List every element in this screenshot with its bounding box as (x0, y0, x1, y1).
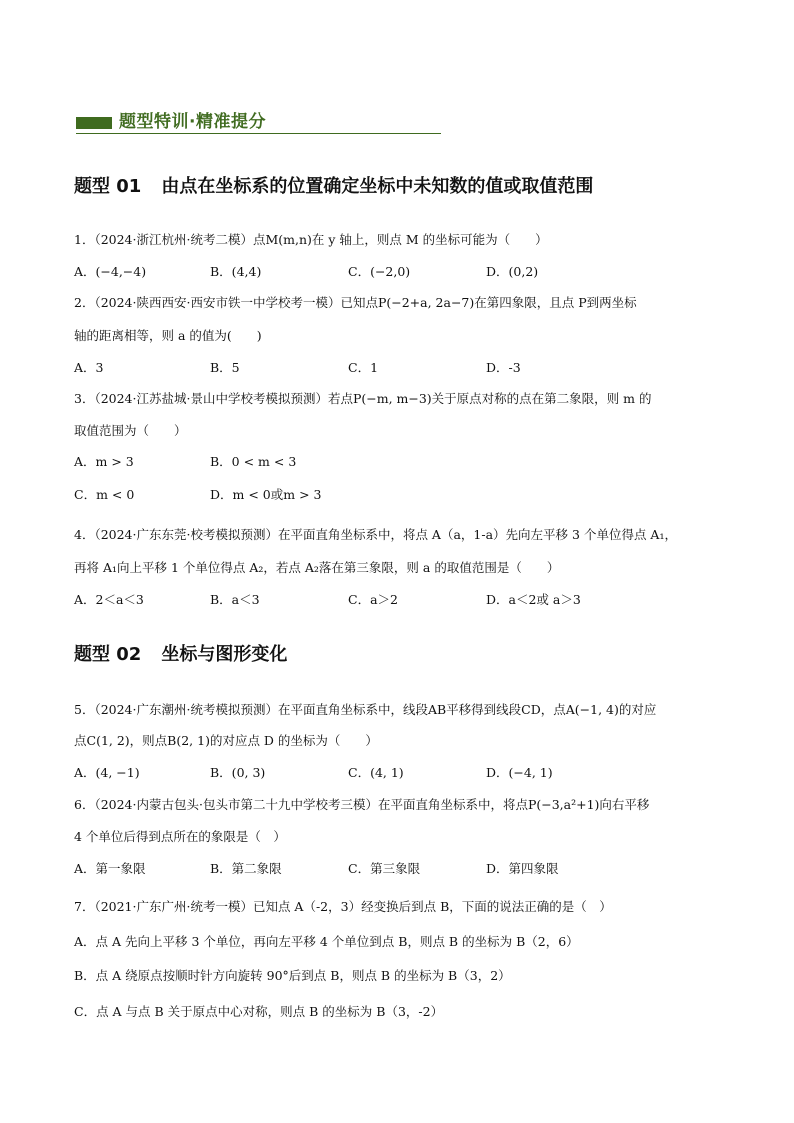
question-6-stem: 6．（2024·内蒙古包头·包头市第二十九中学校考三模）在平面直角坐标系中，将点P(−3,a²+1)向右平移 (74, 797, 650, 812)
section-title: 坐标与图形变化 (161, 644, 288, 665)
option-a: A．2＜a＜3 (74, 592, 144, 607)
option-b: B．(4,4) (210, 264, 262, 279)
option-a: A．(−4,−4) (74, 264, 147, 279)
option-c: C．(4, 1) (348, 765, 404, 780)
option-a: A．(4, −1) (74, 765, 140, 780)
banner-bar (76, 117, 112, 129)
option-c: C．(−2,0) (348, 264, 411, 279)
option-a: A．m > 3 (74, 454, 134, 469)
banner-rule (76, 133, 441, 134)
section-banner (76, 111, 441, 135)
option-d: D．-3 (486, 360, 521, 375)
option-b: B．a＜3 (210, 592, 260, 607)
question-3-stem: 3．（2024·江苏盐城·景山中学校考模拟预测）若点P(−m, m−3)关于原点对称的点在第二象限，则 m 的 (74, 391, 652, 406)
question-6-stem-cont: 4 个单位后得到点所在的象限是（ ） (74, 829, 286, 844)
section-heading-02 (74, 643, 287, 667)
option-c: C．a＞2 (348, 592, 398, 607)
banner-title: 题型特训·精准提分 (119, 112, 266, 132)
question-5-stem-cont: 点C(1, 2)，则点B(2, 1)的对应点 D 的坐标为（ ） (74, 733, 378, 748)
question-4-stem: 4．（2024·广东东莞·校考模拟预测）在平面直角坐标系中，将点 A（a，1-a）先向左平移 3 个单位得点 A₁， (74, 527, 677, 542)
option-b: B．5 (210, 360, 240, 375)
option-d: D．m < 0或m > 3 (210, 487, 322, 502)
option-c: C．1 (348, 360, 379, 375)
question-7-option-a: A．点 A 先向上平移 3 个单位，再向左平移 4 个单位到点 B，则点 B 的坐标为 B（2，6） (74, 934, 579, 949)
option-d: D．第四象限 (486, 861, 559, 876)
section-number: 题型 02 (74, 644, 142, 665)
question-1-stem: 1．（2024·浙江杭州·统考二模）点M(m,n)在 y 轴上，则点 M 的坐标可能为（ ） (74, 232, 548, 247)
option-d: D．(0,2) (486, 264, 539, 279)
question-2-stem: 2．（2024·陕西西安·西安市铁一中学校考一模）已知点P(−2+a, 2a−7)在第四象限，且点 P到两坐标 (74, 295, 637, 310)
option-b: B．0 < m < 3 (210, 454, 297, 469)
question-3-stem-cont: 取值范围为（ ） (74, 423, 187, 438)
section-heading-01 (74, 175, 593, 199)
option-b: B．(0, 3) (210, 765, 266, 780)
question-7-option-b: B．点 A 绕原点按顺时针方向旋转 90°后到点 B，则点 B 的坐标为 B（3，2） (74, 968, 511, 983)
question-5-stem: 5．（2024·广东潮州·统考模拟预测）在平面直角坐标系中，线段AB平移得到线段CD，点A(−1, 4)的对应 (74, 702, 657, 717)
option-a: A．第一象限 (74, 861, 146, 876)
section-number: 题型 01 (74, 176, 142, 197)
question-2-stem-cont: 轴的距离相等，则 a 的值为( ) (74, 328, 262, 343)
question-4-stem-cont: 再将 A₁向上平移 1 个单位得点 A₂，若点 A₂落在第三象限，则 a 的取值范围是（ ） (74, 560, 560, 575)
option-c: C．第三象限 (348, 861, 421, 876)
option-d: D．a＜2或 a＞3 (486, 592, 581, 607)
section-title: 由点在坐标系的位置确定坐标中未知数的值或取值范围 (161, 176, 594, 197)
option-b: B．第二象限 (210, 861, 282, 876)
option-d: D．(−4, 1) (486, 765, 553, 780)
option-c: C．m < 0 (74, 487, 135, 502)
question-7-option-c: C．点 A 与点 B 关于原点中心对称，则点 B 的坐标为 B（3，-2） (74, 1004, 444, 1019)
question-7-stem: 7．（2021·广东广州·统考一模）已知点 A（-2，3）经变换后到点 B，下面的说法正确的是（ ） (74, 899, 612, 914)
option-a: A．3 (74, 360, 104, 375)
